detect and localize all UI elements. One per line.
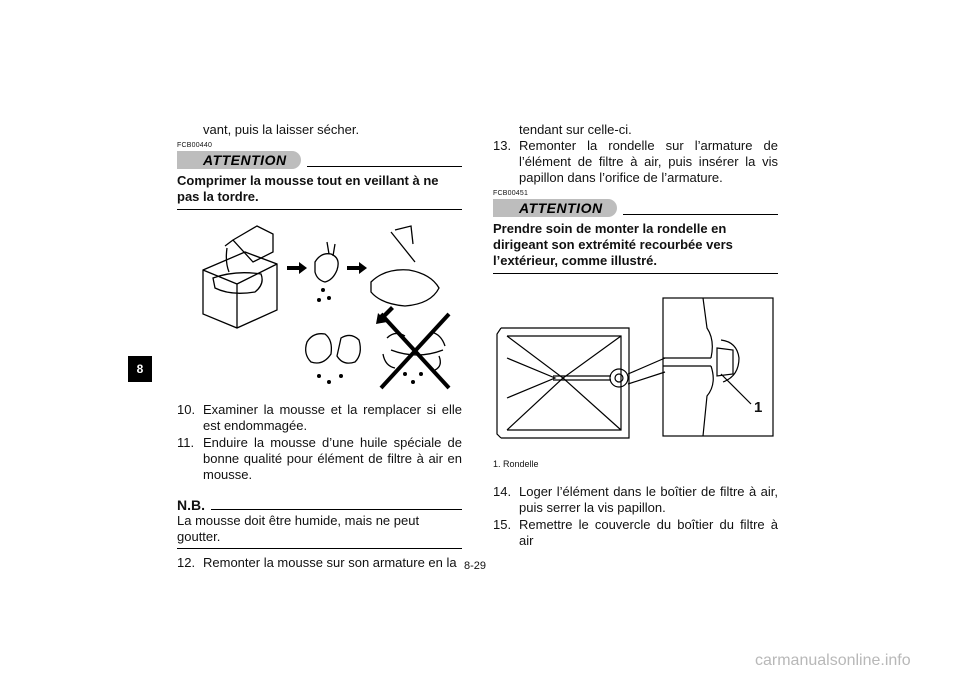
washer-diagram (493, 288, 778, 448)
callout-number: 1 (754, 399, 763, 416)
list-item: 12. Remonter la mousse sur son armature en la (177, 555, 457, 570)
right-intro-text: tendant sur celle-ci. (519, 122, 632, 137)
left-column (177, 122, 462, 571)
right-attention-badge: ATTENTION (493, 199, 617, 217)
right-column (493, 122, 778, 549)
page-number: 8-29 (464, 560, 487, 572)
left-attention-header (177, 150, 462, 170)
right-attention-code: FCB00451 (493, 190, 529, 197)
note-label: N.B. (177, 497, 205, 513)
right-steps (493, 484, 778, 549)
chapter-tab: 8 (128, 356, 152, 382)
left-attention-badge: ATTENTION (177, 151, 301, 169)
right-attention-header (493, 198, 778, 218)
brush-illustration (391, 226, 415, 262)
squeeze-hand-illustration (315, 254, 338, 282)
right-attention-text: Prendre soin de monter la rondelle en dirigeant son extrémité recourbée vers l’extérieur, comme illustré. (493, 221, 778, 274)
foam-block-illustration (371, 270, 439, 306)
arrow-icon (347, 262, 367, 274)
left-intro-text: vant, puis la laisser sécher. (203, 122, 360, 137)
washer-part (610, 369, 628, 387)
list-item: 10. Examiner la mousse et la remplacer si elle est endommagée. (177, 402, 462, 433)
diagram-caption: 1. Rondelle (493, 459, 539, 469)
foam-cleaning-illustration (195, 222, 455, 392)
left-attention-code: FCB00440 (177, 142, 213, 149)
list-item: 14. Loger l’élément dans le boîtier de filtre à air, puis serrer la vis papillon. (493, 484, 778, 515)
list-item: 11. Enduire la mousse d’une huile spéciale de bonne qualité pour élément de filtre à air en mousse. (177, 435, 462, 482)
hands-illustration (306, 334, 332, 363)
left-steps (177, 402, 462, 483)
left-note-header (177, 495, 462, 513)
left-attention-text: Comprimer la mousse tout en veillant à ne pas la tordre. (177, 173, 462, 210)
bottle-illustration (225, 226, 273, 262)
list-item: 13. Remonter la rondelle sur l’armature de l’élément de filtre à air, puis insérer la vis papillon dans l’orifice de l’armature. (493, 138, 778, 185)
basin-illustration (203, 252, 277, 328)
arrow-icon (287, 262, 307, 274)
list-item: 15. Remettre le couvercle du boîtier du filtre à air (493, 517, 778, 548)
footer-watermark: carmanualsonline.info (755, 652, 911, 669)
left-note-text: La mousse doit être humide, mais ne peut goutter. (177, 513, 462, 549)
